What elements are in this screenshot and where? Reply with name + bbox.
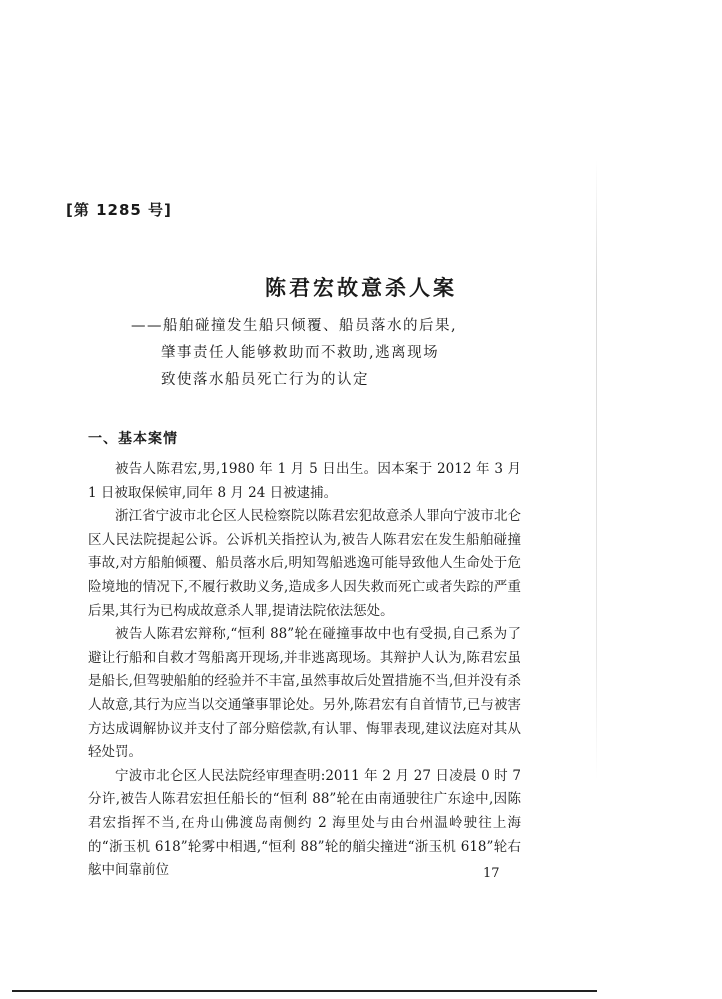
page-number: 17 [483,866,500,881]
case-number: [第 1285 号] [66,201,172,219]
case-subtitle [131,313,571,394]
paragraph: 被告人陈君宏,男,1980 年 1 月 5 日出生。因本案于 2012 年 3 月 1 日被取保候审,同年 8 月 24 日被逮捕。 [88,461,521,501]
paragraph: 浙江省宁波市北仑区人民检察院以陈君宏犯故意杀人罪向宁波市北仑区人民法院提起公诉。公诉机关指控认为,被告人陈君宏在发生船舶碰撞事故,对方船舶倾覆、船员落水后,明知驾船逃逸可能导致他人生命处于危险境地的情况下,不履行救助义务,造成多人因失救而死亡或者失踪的严重后果,其行为已构成故意杀人罪,提请法院依法惩处。 [88,508,521,619]
subtitle-line: ——船舶碰撞发生船只倾覆、船员落水的后果, [131,318,458,334]
subtitle-line: 肇事责任人能够救助而不救助,逃离现场 [161,345,440,361]
subtitle-line: 致使落水船员死亡行为的认定 [161,372,369,388]
paragraph: 宁波市北仑区人民法院经审理查明:2011 年 2 月 27 日凌晨 0 时 7 分许,被告人陈君宏担任船长的“恒利 88”轮在由南通驶往广东途中,因陈君宏指挥不当,在舟山佛渡岛南侧约 2 海里处与由台州温岭驶往上海的“浙玉机 618”轮雾中相遇,“恒利 88”轮的艏尖撞进“浙玉机 618”轮右舷中间靠前位 [88,767,521,879]
section-heading: 一、基本案情 [88,431,178,447]
paragraph: 被告人陈君宏辩称,“恒利 88”轮在碰撞事故中也有受损,自己系为了避让行船和自救才驾船离开现场,并非逃离现场。其辩护人认为,陈君宏虽是船长,但驾驶船舶的经验并不丰富,虽然事故后处置措施不当,但并没有杀人故意,其行为应当以交通肇事罪论处。另外,陈君宏有自首情节,已与被害方达成调解协议并支付了部分赔偿款,有认罪、悔罪表现,建议法庭对其从轻处罚。 [88,626,521,761]
page-gutter-shadow [596,160,597,780]
case-title: 陈君宏故意杀人案 [265,276,457,300]
body-text [88,458,521,883]
bottom-rule [12,990,597,992]
